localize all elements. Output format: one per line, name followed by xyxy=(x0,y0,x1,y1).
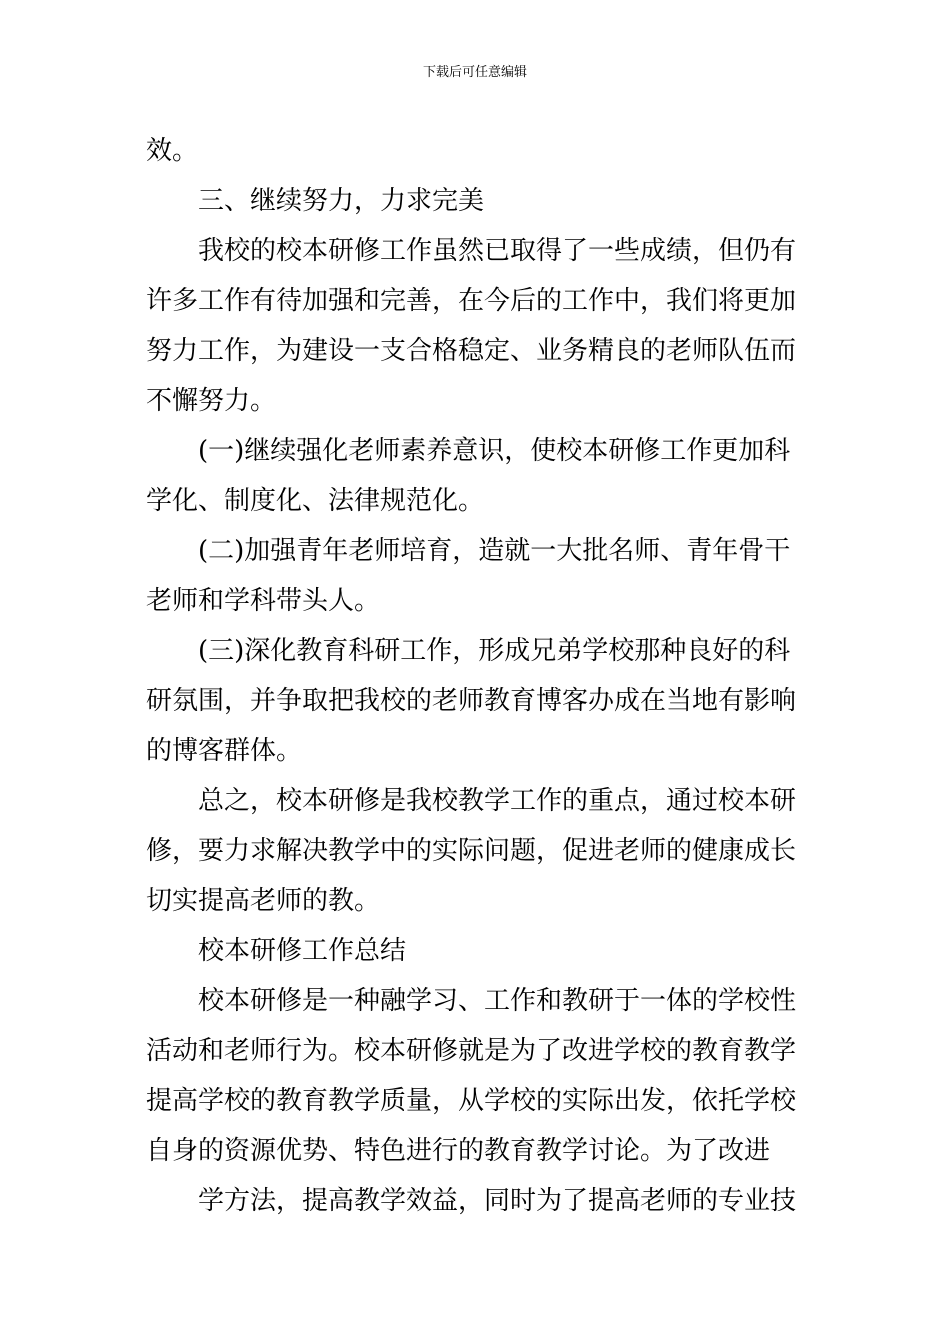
text-line: 校本研修是一种融学习、工作和教研于一体的学校性 xyxy=(198,986,797,1016)
paragraph-summary xyxy=(146,776,808,926)
document-title xyxy=(146,926,808,976)
text-line: (三)深化教育科研工作，形成兄弟学校那种良好的科 xyxy=(198,636,791,666)
paragraph-continuation xyxy=(146,1176,808,1226)
text-line: 学方法，提高教学效益，同时为了提高老师的专业技 xyxy=(198,1186,797,1216)
text-line: 三、继续努力，力求完美 xyxy=(198,186,485,216)
text-line: 效。 xyxy=(146,136,199,166)
text-line: 提高学校的教育教学质量，从学校的实际出发，依托学校 xyxy=(146,1086,797,1116)
text-line: (二)加强青年老师培育，造就一大批名师、青年骨干 xyxy=(198,536,791,566)
page-header: 下载后可任意编辑 xyxy=(422,65,527,80)
paragraph-intro xyxy=(146,976,808,1176)
text-line: 不懈努力。 xyxy=(146,386,277,416)
text-line: 校本研修工作总结 xyxy=(198,936,407,966)
text-line: 许多工作有待加强和完善，在今后的工作中，我们将更加 xyxy=(146,286,797,316)
text-line: 自身的资源优势、特色进行的教育教学讨论。为了改进 xyxy=(146,1136,771,1166)
paragraph-closing-fragment xyxy=(146,126,808,176)
text-line: 修，要力求解决教学中的实际问题，促进老师的健康成长 xyxy=(146,836,797,866)
text-line: 的博客群体。 xyxy=(146,736,303,766)
text-line: 研氛围，并争取把我校的老师教育博客办成在当地有影响 xyxy=(146,686,797,716)
text-line: 学化、制度化、法律规范化。 xyxy=(146,486,485,516)
text-line: 我校的校本研修工作虽然已取得了一些成绩，但仍有 xyxy=(198,236,797,266)
text-line: 切实提高老师的教。 xyxy=(146,886,381,916)
text-line: 老师和学科带头人。 xyxy=(146,586,381,616)
text-line: 努力工作，为建设一支合格稳定、业务精良的老师队伍而 xyxy=(146,336,797,366)
text-line: 活动和老师行为。校本研修就是为了改进学校的教育教学 xyxy=(146,1036,797,1066)
paragraph-item-3 xyxy=(146,626,808,776)
text-line: 总之，校本研修是我校教学工作的重点，通过校本研 xyxy=(198,786,797,816)
section-heading xyxy=(146,176,808,226)
paragraph-item-2 xyxy=(146,526,808,626)
text-line: (一)继续强化老师素养意识，使校本研修工作更加科 xyxy=(198,436,791,466)
paragraph-progress xyxy=(146,226,808,426)
paragraph-item-1 xyxy=(146,426,808,526)
